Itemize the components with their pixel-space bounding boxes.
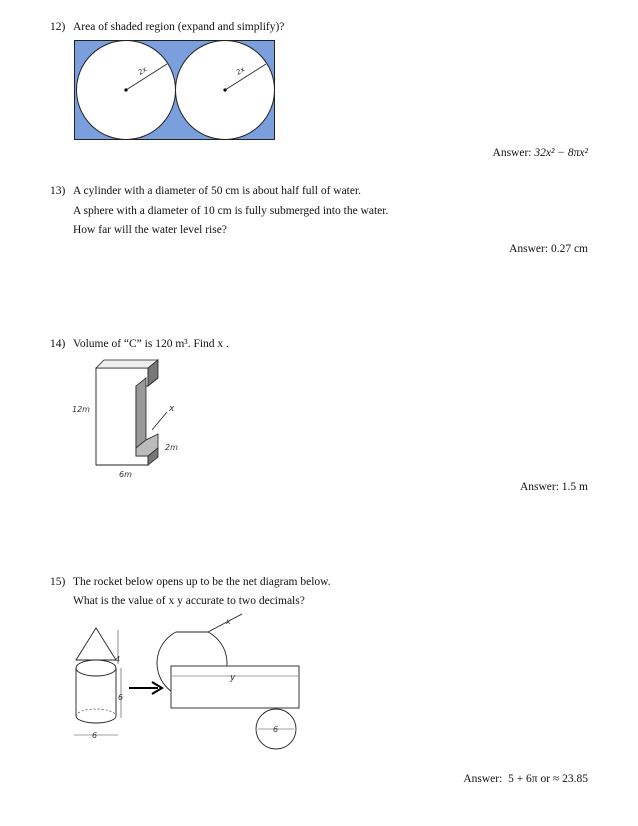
q15-answer-label: Answer: — [463, 773, 503, 785]
rocket-cone — [76, 628, 116, 660]
label-2m: 2m — [165, 443, 178, 452]
q12-answer-label: Answer: — [492, 147, 532, 159]
q13-line3: How far will the water level rise? — [73, 224, 227, 236]
q12-number: 12) — [50, 21, 66, 33]
q14-diagram — [68, 360, 188, 485]
label-cyl-height: 6 — [118, 693, 124, 702]
q13-number: 13) — [50, 185, 66, 197]
label-width: 6m — [119, 470, 132, 479]
q14-answer — [520, 481, 588, 493]
q12-answer-value: 32x² − 8πx² — [534, 147, 588, 159]
radius-label-left: 2x — [136, 65, 149, 77]
q13-answer — [509, 243, 588, 255]
radius-label-right: 2x — [234, 65, 247, 77]
q12-answer — [493, 147, 588, 159]
label-cyl-width: 6 — [92, 731, 98, 740]
label-circle: 6 — [273, 725, 279, 734]
q15-answer — [463, 773, 588, 785]
label-sector: x — [226, 617, 231, 626]
label-height: 12m — [72, 405, 90, 414]
q15-answer-value: 5 + 6π or ≈ 23.85 — [508, 773, 588, 785]
label-rect: y — [230, 673, 236, 683]
label-x: x — [169, 404, 175, 414]
q15-line2: What is the value of x y accurate to two decimals? — [73, 595, 305, 607]
q13-line1: A cylinder with a diameter of 50 cm is about half full of water. — [73, 185, 362, 197]
q15-line1: The rocket below opens up to be the net diagram below. — [73, 576, 331, 588]
label-cone: 4 — [115, 655, 121, 664]
q15-diagram — [66, 610, 306, 750]
c-inner-face — [136, 378, 146, 448]
q13-answer-value: 0.27 cm — [550, 243, 588, 255]
q14-number: 14) — [50, 338, 66, 350]
q14-answer-value: 1.5 m — [561, 481, 588, 493]
q14-text: Volume of “C” is 120 m³. Find x . — [73, 338, 229, 350]
q12-diagram — [74, 40, 276, 141]
q13-line2: A sphere with a diameter of 10 cm is fully submerged into the water. — [73, 205, 389, 217]
q12-text: Area of shaded region (expand and simplify)? — [73, 21, 285, 33]
q13-answer-label: Answer: — [509, 243, 549, 255]
q14-answer-label: Answer: — [519, 481, 559, 493]
q15-number: 15) — [50, 576, 66, 588]
